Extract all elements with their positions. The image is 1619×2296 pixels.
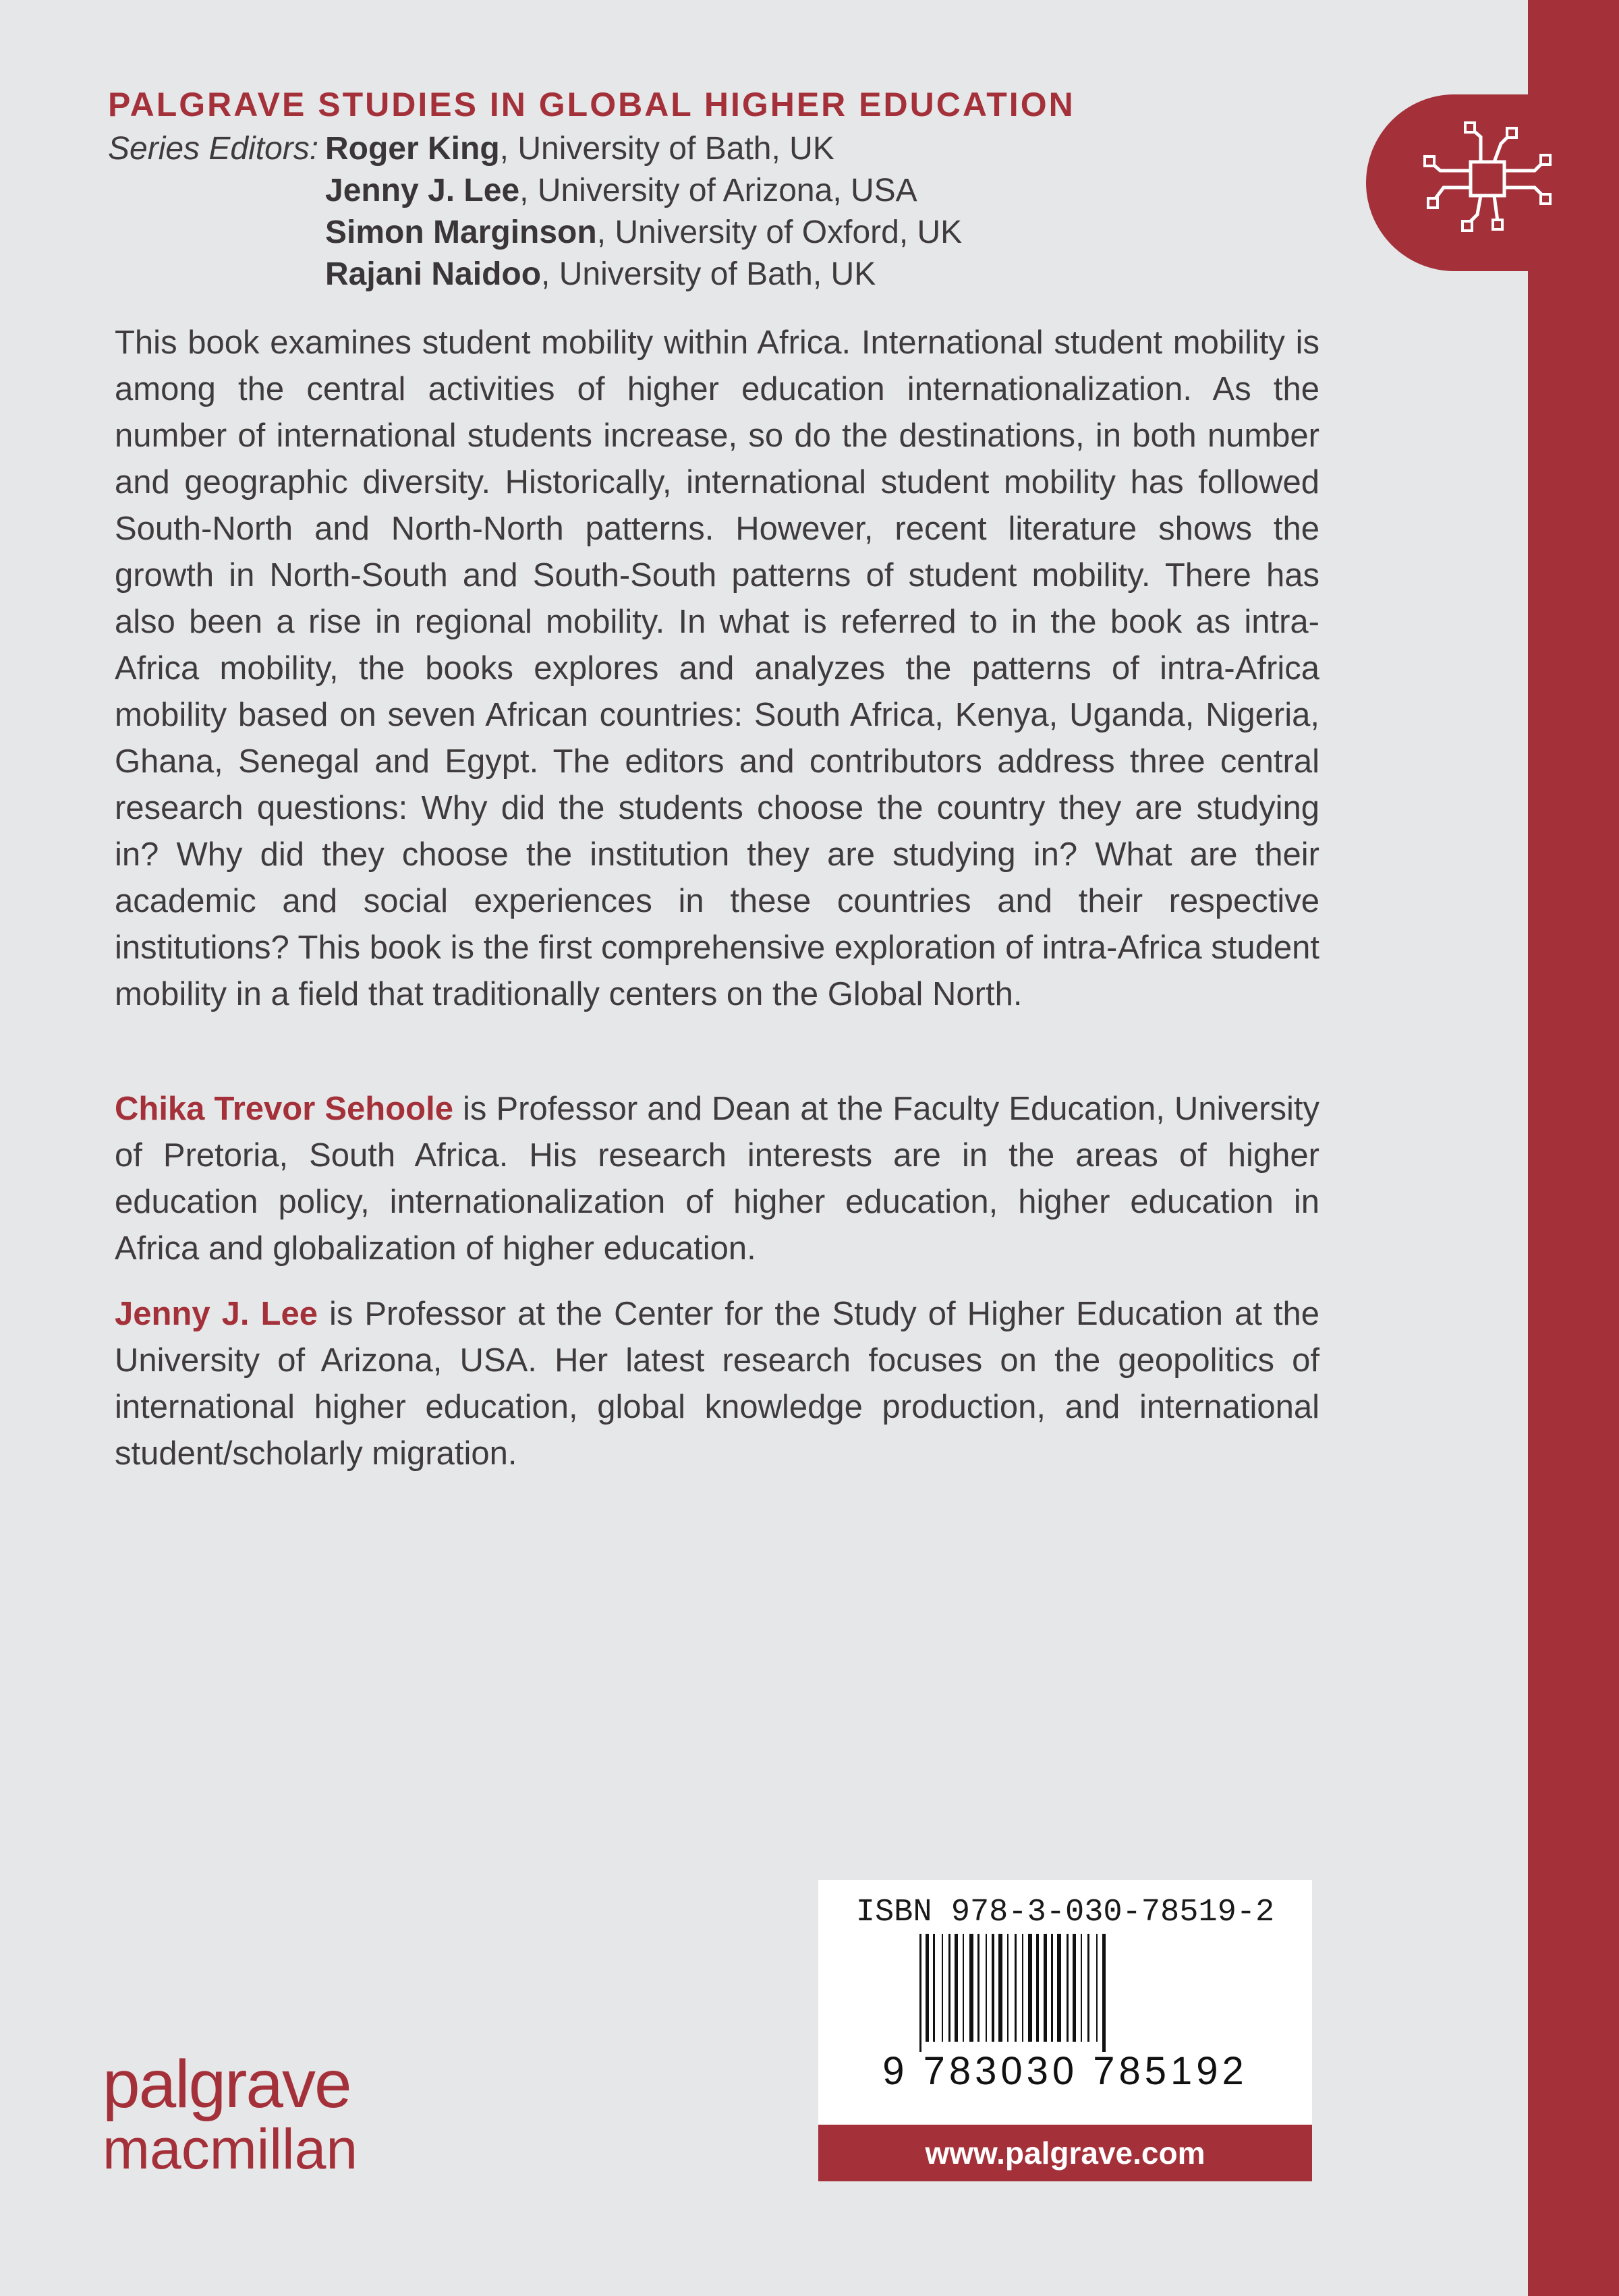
barcode-bar [998,1934,1002,2042]
book-description: This book examines student mobility within Africa. International student mobility is among the central activities of higher education internationalization. As the number of international students increase, so do the destinations, in both number and geographic diversity. Historically, international student mobility has followed South-North and North-North patterns. However, recent literature shows the growth in North-South and South-South patterns of student mobility. There has also been a rise in regional mobility. In what is referred to in the book as intra-Africa mobility, the books explores and analyzes the patterns of intra-Africa mobility based on seven African countries: South Africa, Kenya, Uganda, Nigeria, Ghana, Senegal and Egypt. The editors and contributors address three central research questions: Why did the students choose the country they are studying in? Why did they choose the institution they are studying in? What are their academic and social experiences in these countries and their respective institutions? This book is the first comprehensive exploration of intra-Africa student mobility in a field that traditionally centers on the Global North. [115,324,1319,1012]
barcode-bar [1036,1934,1039,2042]
series-title: PALGRAVE STUDIES IN GLOBAL HIGHER EDUCATION [108,86,1075,123]
barcode-bar [1081,1934,1082,2042]
barcode-bar [1067,1934,1069,2042]
brand-line-2: macmillan [103,2117,358,2181]
barcode-bar [933,1934,935,2042]
editor-name: Simon Marginson [325,214,597,250]
barcode-bar [1028,1934,1032,2042]
author-bio-text: is Professor and Dean at the Faculty Education, University of Pretoria, South Africa. His research interests are in the areas of higher education policy, internationalization of higher education, higher education in Africa and globalization of higher education. [115,1091,1319,1267]
author-bio-text: is Professor at the Center for the Study of Higher Education at the University of Arizona, USA. Her latest research focuses on the geopolitics of international higher education, global knowledge production, and international student/scholarly migration. [115,1296,1319,1472]
editors-label: Series Editors: [108,131,319,167]
author-name: Chika Trevor Sehoole [115,1091,453,1127]
barcode-bar [926,1934,929,2042]
brand-line-1: palgrave [103,2046,351,2122]
barcode-icon [818,1934,1312,2055]
barcode-bar [1057,1934,1061,2042]
network-square-icon [1403,113,1572,248]
barcode-digits: 9 783030 785192 [882,2049,1248,2093]
author-bio [115,1086,1319,1272]
barcode-bar [986,1934,987,2042]
editor-affiliation: , University of Oxford, UK [596,214,963,250]
barcode-bar [969,1934,973,2042]
barcode-bar [1007,1934,1009,2042]
barcode-bar [955,1934,958,2042]
barcode-bar [1015,1934,1017,2042]
editor-name: Rajani Naidoo [325,256,542,292]
editor-affiliation: , University of Bath, UK [541,256,876,292]
barcode-bar [992,1934,994,2042]
editor-name: Roger King [325,131,500,167]
editor-name: Jenny J. Lee [325,173,520,208]
barcode-bar [1022,1934,1023,2042]
editor-affiliation: , University of Bath, UK [499,131,834,167]
author-bio [115,1291,1319,1477]
barcode-bar [942,1934,943,2042]
editor-affiliation: , University of Arizona, USA [519,173,917,208]
spine-band [1528,0,1619,2296]
barcode-bar [1044,1934,1047,2042]
isbn-label: ISBN 978-3-030-78519-2 [855,1895,1275,1930]
barcode-bar [1073,1934,1076,2042]
barcode-bar [963,1934,964,2042]
barcode-bar [1087,1934,1089,2042]
barcode-bar [977,1934,979,2042]
barcode-bar [1051,1934,1053,2042]
publisher-url[interactable]: www.palgrave.com [818,2125,1312,2181]
barcode-bar [1096,1934,1098,2042]
barcode-bar [1102,1934,1106,2052]
publisher-brand-logo [103,2046,358,2181]
barcode-bar [919,1934,921,2052]
author-name: Jenny J. Lee [115,1296,318,1332]
publisher-logo-tab [1366,94,1619,271]
barcode-bar [948,1934,950,2042]
